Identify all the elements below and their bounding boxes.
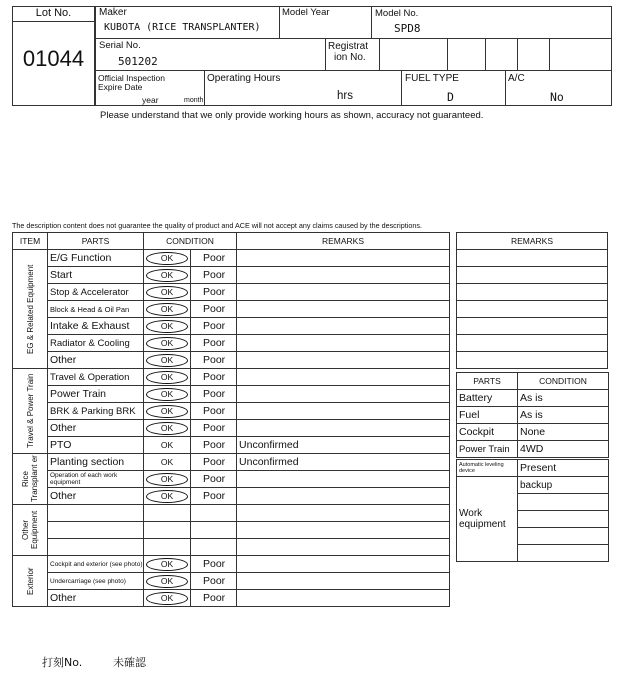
ok-circled: OK (146, 558, 188, 571)
part-name: Travel & Operation (48, 369, 144, 386)
remark-cell (237, 471, 450, 488)
table-row (13, 556, 450, 573)
remark-cell (237, 267, 450, 284)
remark-cell: Unconfirmed (237, 437, 450, 454)
lot-label-divider (12, 21, 95, 22)
part-name: Block & Head & Oil Pan (48, 301, 144, 318)
inspection-label-2: Expire Date (98, 82, 143, 92)
remark-cell (237, 573, 450, 590)
remark-cell (237, 522, 450, 539)
table-row (13, 301, 450, 318)
ok-circled: OK (146, 388, 188, 401)
table-row (13, 590, 450, 607)
side-condition-header: CONDITION (518, 373, 609, 390)
remark-cell (237, 386, 450, 403)
work-equipment-value (518, 528, 609, 545)
side-parts-table (456, 372, 609, 458)
group-eg (13, 250, 48, 369)
poor-option: Poor (191, 488, 237, 505)
part-name: Start (48, 267, 144, 284)
table-row (457, 407, 609, 424)
table-row (13, 437, 450, 454)
group-travel-label: Travel & Power Train (25, 373, 35, 449)
poor-option: Poor (191, 454, 237, 471)
group-rice (13, 454, 48, 505)
part-name: Undercarriage (see photo) (48, 573, 144, 590)
condition-header: CONDITION (144, 233, 237, 250)
group-exterior (13, 556, 48, 607)
poor-option: Poor (191, 335, 237, 352)
ok-circled: OK (146, 320, 188, 333)
part-name (48, 522, 144, 539)
side-remark-line (457, 335, 608, 352)
table-row (457, 460, 609, 477)
parts-header: PARTS (48, 233, 144, 250)
poor-option: Poor (191, 437, 237, 454)
side-part-name: Battery (457, 390, 518, 407)
leveling-value: Present (518, 460, 609, 477)
item-header: ITEM (13, 233, 48, 250)
registration-label-divider (379, 38, 380, 71)
lot-label: Lot No. (35, 7, 72, 19)
poor-option: Poor (191, 556, 237, 573)
hours-label: Operating Hours (207, 73, 281, 84)
remark-cell (237, 556, 450, 573)
part-name (48, 505, 144, 522)
inspection-label-1: Official Inspection (98, 73, 165, 83)
ok-circled: OK (146, 490, 188, 503)
work-equipment-value (518, 545, 609, 562)
table-row (13, 267, 450, 284)
part-name: Operation of each work equipment (48, 471, 144, 488)
part-name: Other (48, 488, 144, 505)
group-travel (13, 369, 48, 454)
group-rice-label: Rice Transplant er (21, 455, 39, 503)
inspection-month: month (184, 97, 204, 104)
leveling-label: Automatic leveling device (457, 460, 518, 477)
hours-disclaimer: Please understand that we only provide working hours as shown, accuracy not guaranteed. (100, 110, 484, 121)
poor-option: Poor (191, 352, 237, 369)
table-row (13, 454, 450, 471)
table-row (13, 573, 450, 590)
group-exterior-label: Exterior (25, 567, 35, 595)
ok-circled: OK (146, 252, 188, 265)
lot-number: 01044 (22, 46, 85, 71)
ok-circled: OK (146, 422, 188, 435)
group-other (13, 505, 48, 556)
description-disclaimer: The description content does not guarantee the quality of product and ACE will not accept any claims caused by the descriptions. (12, 221, 422, 230)
work-equipment-value (518, 511, 609, 528)
side-remarks-table (456, 232, 608, 369)
table-row (13, 352, 450, 369)
poor-option: Poor (191, 301, 237, 318)
table-row (13, 505, 450, 522)
side-part-condition: As is (518, 407, 609, 424)
table-row (13, 369, 450, 386)
table-row (13, 488, 450, 505)
registration-label-1: Registrat (328, 41, 369, 52)
model-year-label: Model Year (282, 7, 330, 18)
side-part-condition: As is (518, 390, 609, 407)
model-no-value: SPD8 (394, 22, 421, 35)
side-remark-line (457, 267, 608, 284)
remark-cell (237, 488, 450, 505)
fuel-label: FUEL TYPE (405, 73, 459, 84)
inspection-year: year (142, 95, 159, 105)
fuel-value: D (447, 90, 454, 104)
hours-unit: hrs (337, 90, 353, 102)
ok-circled: OK (146, 286, 188, 299)
table-row (457, 424, 609, 441)
group-eg-label: EG & Related Equipment (25, 264, 35, 354)
side-part-condition: 4WD (518, 441, 609, 458)
side-part-name: Fuel (457, 407, 518, 424)
side-part-name: Power Train (457, 441, 518, 458)
table-row (13, 522, 450, 539)
poor-option: Poor (191, 369, 237, 386)
stamp-number-label: 打刻No. (42, 656, 83, 669)
ok-circled: OK (146, 371, 188, 384)
table-row (13, 318, 450, 335)
table-row (457, 390, 609, 407)
table-row (13, 420, 450, 437)
side-part-name: Cockpit (457, 424, 518, 441)
ok-circled: OK (146, 575, 188, 588)
ok-circled: OK (146, 405, 188, 418)
table-row (457, 477, 609, 494)
part-name (48, 539, 144, 556)
side-remark-line (457, 250, 608, 267)
work-equipment-value (518, 494, 609, 511)
remark-cell (237, 505, 450, 522)
poor-option: Poor (191, 420, 237, 437)
part-name: Cockpit and exterior (see photo) (48, 556, 144, 573)
side-remark-line (457, 318, 608, 335)
side-remark-line (457, 352, 608, 369)
remark-cell: Unconfirmed (237, 454, 450, 471)
work-equipment-label: Work equipment (457, 477, 518, 562)
poor-option: Poor (191, 267, 237, 284)
remark-cell (237, 420, 450, 437)
ok-option: OK (160, 457, 174, 467)
poor-option: Poor (191, 471, 237, 488)
side-equipment-table (456, 459, 609, 562)
remark-cell (237, 369, 450, 386)
part-name: Intake & Exhaust (48, 318, 144, 335)
side-parts-header: PARTS (457, 373, 518, 390)
table-row (13, 335, 450, 352)
poor-option: Poor (191, 284, 237, 301)
side-part-condition: None (518, 424, 609, 441)
remarks-header: REMARKS (237, 233, 450, 250)
condition-table-header (13, 233, 450, 250)
part-name: Other (48, 352, 144, 369)
remark-cell (237, 403, 450, 420)
table-row (13, 471, 450, 488)
side-remarks-header: REMARKS (457, 233, 608, 250)
side-remark-line (457, 301, 608, 318)
remark-cell (237, 284, 450, 301)
remark-cell (237, 301, 450, 318)
remark-cell (237, 352, 450, 369)
remark-cell (237, 590, 450, 607)
poor-option: Poor (191, 318, 237, 335)
serial-label: Serial No. (99, 40, 141, 51)
registration-label-2: ion No. (334, 52, 366, 63)
model-no-label: Model No. (375, 8, 419, 19)
table-row (13, 403, 450, 420)
part-name: Radiator & Cooling (48, 335, 144, 352)
ok-circled: OK (146, 303, 188, 316)
serial-value: 501202 (118, 55, 158, 68)
ok-circled: OK (146, 473, 188, 486)
poor-option: Poor (191, 386, 237, 403)
part-name: Other (48, 420, 144, 437)
side-remark-line (457, 284, 608, 301)
table-row (13, 539, 450, 556)
table-row (13, 386, 450, 403)
part-name: Planting section (48, 454, 144, 471)
poor-option: Poor (191, 250, 237, 267)
registration-cell (325, 38, 612, 71)
table-row (457, 441, 609, 458)
table-row (13, 250, 450, 267)
registration-digit-divider-3 (517, 38, 518, 71)
registration-digit-divider-4 (549, 38, 550, 71)
poor-option: Poor (191, 403, 237, 420)
registration-digit-divider-1 (447, 38, 448, 71)
ok-option: OK (160, 440, 174, 450)
ok-circled: OK (146, 592, 188, 605)
maker-label: Maker (99, 7, 127, 18)
ac-label: A/C (508, 73, 525, 84)
poor-option: Poor (191, 590, 237, 607)
part-name: Stop & Accelerator (48, 284, 144, 301)
ok-circled: OK (146, 337, 188, 350)
remark-cell (237, 250, 450, 267)
condition-table (12, 232, 450, 607)
ok-circled: OK (146, 354, 188, 367)
registration-digit-divider-2 (485, 38, 486, 71)
ac-value: No (550, 90, 564, 104)
group-other-label: Other Equipment (21, 510, 39, 550)
part-name: Power Train (48, 386, 144, 403)
work-equipment-value: backup (518, 477, 609, 494)
poor-option: Poor (191, 573, 237, 590)
table-row (13, 284, 450, 301)
remark-cell (237, 318, 450, 335)
part-name: Other (48, 590, 144, 607)
maker-value: KUBOTA (RICE TRANSPLANTER) (104, 22, 261, 33)
remark-cell (237, 335, 450, 352)
part-name: E/G Function (48, 250, 144, 267)
part-name: PTO (48, 437, 144, 454)
stamp-number-value: 未確認 (113, 656, 146, 669)
remark-cell (237, 539, 450, 556)
ok-circled: OK (146, 269, 188, 282)
part-name: BRK & Parking BRK (48, 403, 144, 420)
